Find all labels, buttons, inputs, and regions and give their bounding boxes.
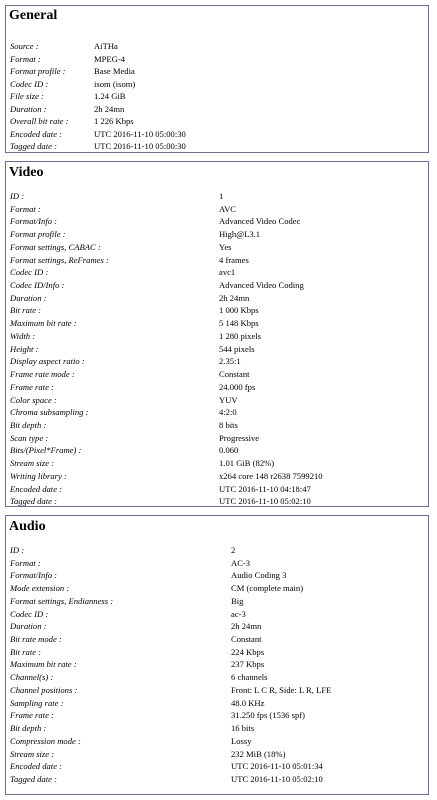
field-label: Maximum bit rate :: [10, 659, 77, 670]
field-value: 31.250 fps (1536 spf): [231, 710, 305, 721]
video-info-row: [8, 394, 426, 407]
video-info-row: [8, 419, 426, 432]
field-value: UTC 2016-11-10 05:02:10: [219, 496, 311, 507]
field-value: 1: [219, 191, 224, 201]
field-value: 2.35:1: [219, 356, 241, 367]
field-label: Scan type :: [10, 432, 49, 443]
field-label: Codec ID :: [10, 608, 49, 619]
field-value: 237 Kbps: [231, 659, 265, 670]
video-info-row: [8, 355, 426, 368]
field-label: Source :: [10, 41, 39, 51]
field-label: Bit depth :: [10, 723, 47, 734]
field-value: UTC 2016-11-10 05:01:34: [231, 761, 323, 772]
video-info-row: [8, 317, 426, 330]
field-label: Bit rate :: [10, 305, 42, 316]
video-info-row: [8, 266, 426, 279]
audio-info-row: [8, 557, 426, 570]
field-label: Compression mode :: [10, 735, 81, 746]
general-info-row: [8, 115, 426, 128]
audio-info-row: [8, 709, 426, 722]
field-value: AC-3: [231, 557, 251, 568]
audio-info-row: [8, 658, 426, 671]
field-value: Constant: [219, 369, 250, 380]
field-label: Stream size :: [10, 748, 55, 759]
audio-info-row: [8, 773, 426, 786]
field-value: Audio Coding 3: [231, 570, 287, 581]
field-value: Yes: [219, 241, 232, 252]
field-label: Duration :: [10, 621, 47, 632]
field-label: Height :: [10, 343, 39, 354]
field-label: Chroma subsampling :: [10, 407, 89, 418]
field-label: Tagged date :: [10, 141, 57, 152]
field-label: Channel positions :: [10, 684, 78, 695]
video-info-row: [8, 495, 426, 508]
field-label: Tagged date :: [10, 773, 57, 784]
field-value: 6 channels: [231, 672, 268, 683]
audio-info-row: [8, 544, 426, 557]
audio-info-table: [8, 544, 426, 786]
field-value: x264 core 148 r2638 7599210: [219, 470, 323, 481]
general-info-row: [8, 65, 426, 78]
field-value: 2h 24mn: [219, 292, 250, 303]
general-info-row: [8, 40, 426, 53]
field-value: UTC 2016-11-10 05:00:30: [94, 141, 186, 152]
field-label: Frame rate mode :: [10, 369, 75, 380]
video-info-row: [8, 241, 426, 254]
video-info-row: [8, 254, 426, 267]
field-label: Format/Info :: [10, 570, 58, 581]
field-label: Format settings, Endianness :: [10, 595, 114, 606]
field-value: 1 280 pixels: [219, 330, 262, 341]
video-info-row: [8, 190, 426, 203]
general-info-row: [8, 90, 426, 103]
field-value: MPEG-4: [94, 53, 126, 64]
field-label: Maximum bit rate :: [10, 318, 77, 329]
field-value: 232 MiB (18%): [231, 748, 286, 759]
field-label: Frame rate :: [10, 381, 54, 392]
field-label: Format :: [10, 53, 41, 64]
field-value: UTC 2016-11-10 05:02:10: [231, 773, 323, 784]
audio-info-row: [8, 735, 426, 748]
field-label: Format :: [10, 557, 41, 568]
field-value: UTC 2016-11-10 04:18:47: [219, 483, 311, 494]
general-info-row: [8, 128, 426, 141]
video-info-row: [8, 432, 426, 445]
audio-info-row: [8, 671, 426, 684]
field-value: ac-3: [231, 608, 246, 619]
field-label: Bit rate mode :: [10, 634, 62, 645]
field-label: Codec ID :: [10, 78, 49, 89]
audio-info-row: [8, 697, 426, 710]
field-value: Progressive: [219, 432, 260, 443]
field-value: 224 Kbps: [231, 646, 265, 657]
field-value: 2h 24mn: [94, 103, 125, 114]
audio-info-row: [8, 646, 426, 659]
audio-section-title: Audio: [9, 519, 46, 534]
field-label: Bits/(Pixel*Frame) :: [10, 445, 82, 456]
field-value: Base Media: [94, 66, 135, 77]
field-value: 1.01 GiB (82%): [219, 458, 275, 469]
field-value: Constant: [231, 634, 262, 645]
field-label: Format settings, CABAC :: [10, 241, 101, 252]
video-info-row: [8, 457, 426, 470]
field-label: Codec ID/Info :: [10, 280, 65, 291]
field-value: 1 226 Kbps: [94, 116, 134, 127]
field-label: Writing library :: [10, 470, 67, 481]
general-info-row: [8, 78, 426, 91]
field-label: Color space :: [10, 394, 57, 405]
video-info-row: [8, 444, 426, 457]
field-label: Format profile :: [10, 66, 66, 77]
video-info-row: [8, 279, 426, 292]
field-value: 1 000 Kbps: [219, 305, 259, 316]
audio-section: [5, 515, 429, 795]
video-info-row: [8, 292, 426, 305]
field-label: Format settings, ReFrames :: [10, 254, 109, 265]
audio-info-row: [8, 595, 426, 608]
field-value: YUV: [219, 394, 238, 405]
field-label: Width :: [10, 330, 36, 341]
video-info-row: [8, 203, 426, 216]
video-info-row: [8, 215, 426, 228]
video-section-title: Video: [9, 165, 44, 180]
field-label: File size :: [10, 91, 44, 102]
field-value: 5 148 Kbps: [219, 318, 259, 329]
field-label: Sampling rate :: [10, 697, 64, 708]
audio-info-row: [8, 684, 426, 697]
general-info-row: [8, 103, 426, 116]
field-label: Mode extension :: [10, 583, 70, 594]
field-label: Bit rate :: [10, 646, 42, 657]
field-value: CM (complete main): [231, 583, 304, 594]
field-label: Format/Info :: [10, 216, 58, 227]
field-value: Lossy: [231, 735, 252, 746]
field-value: 544 pixels: [219, 343, 255, 354]
field-label: Bit depth :: [10, 419, 47, 430]
general-section-title: General: [9, 8, 58, 23]
field-label: Display aspect ratio :: [10, 356, 85, 367]
field-value: 8 bits: [219, 419, 238, 430]
field-label: Channel(s) :: [10, 672, 54, 683]
field-value: High@L3.1: [219, 229, 261, 240]
video-info-row: [8, 343, 426, 356]
field-label: Codec ID :: [10, 267, 49, 278]
field-label: Frame rate :: [10, 710, 54, 721]
video-info-row: [8, 228, 426, 241]
field-value: AVC: [219, 203, 237, 214]
field-value: UTC 2016-11-10 05:00:30: [94, 128, 186, 139]
video-info-row: [8, 368, 426, 381]
field-value: 1.24 GiB: [94, 91, 126, 102]
field-value: 4:2:0: [219, 407, 237, 418]
field-label: Duration :: [10, 103, 47, 114]
field-label: Encoded date :: [10, 483, 63, 494]
video-section: [5, 161, 429, 507]
audio-info-row: [8, 760, 426, 773]
general-section: [5, 5, 429, 153]
video-info-row: [8, 483, 426, 496]
video-info-table: [8, 190, 426, 508]
audio-info-row: [8, 722, 426, 735]
field-value: Advanced Video Codec: [219, 216, 301, 227]
audio-info-row: [8, 633, 426, 646]
audio-info-row: [8, 569, 426, 582]
field-value: AiTHa: [94, 41, 118, 51]
audio-info-row: [8, 582, 426, 595]
field-value: avc1: [219, 267, 236, 278]
field-label: Format profile :: [10, 229, 66, 240]
field-label: ID :: [10, 191, 25, 201]
field-label: Encoded date :: [10, 128, 63, 139]
video-info-row: [8, 470, 426, 483]
video-info-row: [8, 304, 426, 317]
field-value: 4 frames: [219, 254, 249, 265]
field-value: 0.060: [219, 445, 239, 456]
field-value: 16 bits: [231, 723, 255, 734]
audio-info-row: [8, 608, 426, 621]
field-value: isom (isom): [94, 78, 136, 89]
audio-info-row: [8, 620, 426, 633]
field-label: Stream size :: [10, 458, 55, 469]
general-info-row: [8, 140, 426, 153]
field-label: Overall bit rate :: [10, 116, 69, 127]
video-info-row: [8, 330, 426, 343]
field-label: ID :: [10, 545, 25, 555]
general-info-row: [8, 53, 426, 66]
field-label: Format :: [10, 203, 41, 214]
field-value: Advanced Video Coding: [219, 280, 304, 291]
field-label: Tagged date :: [10, 496, 57, 507]
general-info-table: [8, 40, 426, 153]
field-value: 2h 24mn: [231, 621, 262, 632]
video-info-row: [8, 406, 426, 419]
field-label: Duration :: [10, 292, 47, 303]
field-value: Big: [231, 595, 244, 606]
field-value: 2: [231, 545, 236, 555]
field-value: 24.000 fps: [219, 381, 256, 392]
audio-info-row: [8, 748, 426, 761]
field-label: Encoded date :: [10, 761, 63, 772]
field-value: Front: L C R, Side: L R, LFE: [231, 684, 332, 695]
video-info-row: [8, 381, 426, 394]
field-value: 48.0 KHz: [231, 697, 265, 708]
